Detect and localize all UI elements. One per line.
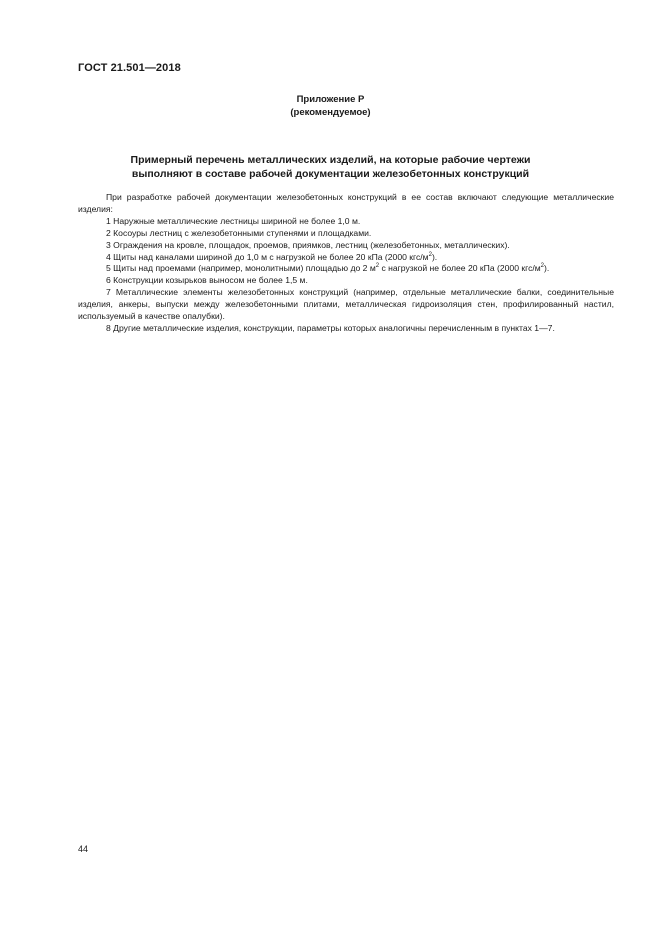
section-title-line-2: выполняют в составе рабочей документации железобетонных конструкций (131, 168, 530, 180)
section-title-line-1: Примерный перечень металлических изделий, на которые рабочие чертежи (130, 154, 531, 166)
body-text (78, 192, 614, 335)
appendix-label: Приложение Р (296, 94, 365, 105)
page-number: 44 (78, 844, 89, 854)
list-item-4-superscript: 2 (428, 251, 432, 258)
list-item-8: 8 Другие металлические изделия, конструкции, параметры которых аналогичны перечисленным в пунктах 1—7. (106, 322, 555, 333)
list-item-5-text-a: 5 Щиты над проемами (например, монолитными) площадью до 2 м (106, 263, 376, 274)
list-item-3: 3 Ограждения на кровле, площадок, проемов, приямков, лестниц (железобетонных, металлических). (106, 239, 510, 250)
list-item-5-text-b: с нагрузкой не более 20 кПа (2000 кгс/м (379, 263, 541, 274)
intro-paragraph: При разработке рабочей документации железобетонных конструкций в ее состав включают следующие металлические изделия: (78, 192, 614, 214)
list-item-5-superscript-b: 2 (540, 263, 544, 270)
list-item-4-text-a: 4 Щиты над каналами шириной до 1,0 м с нагрузкой не более 20 кПа (2000 кгс/м (106, 251, 429, 262)
list-item-7: 7 Металлические элементы железобетонных конструкций (например, отдельные металлические балки, соединительные изделия, анкеры, выпуски между железобетонными плитами, металлическая гидроизоляция стен, профилированный настил, используемый в качестве опалубки). (78, 287, 614, 322)
list-item-6: 6 Конструкции козырьков выносом не более 1,5 м. (106, 275, 308, 286)
list-item-4-text-b: ). (431, 251, 438, 262)
appendix-heading (0, 93, 661, 119)
list-item-1: 1 Наружные металлические лестницы шириной не более 1,0 м. (106, 215, 361, 226)
section-title (0, 153, 661, 181)
appendix-status: (рекомендуемое) (290, 107, 371, 118)
list-item-5-superscript-a: 2 (375, 263, 380, 270)
list-item-4 (78, 252, 614, 264)
document-code: ГОСТ 21.501—2018 (78, 62, 181, 74)
list-item-5-text-c: ). (544, 263, 550, 274)
list-item-2: 2 Косоуры лестниц с железобетонными ступенями и площадками. (106, 227, 372, 238)
list-item-5 (78, 263, 614, 275)
